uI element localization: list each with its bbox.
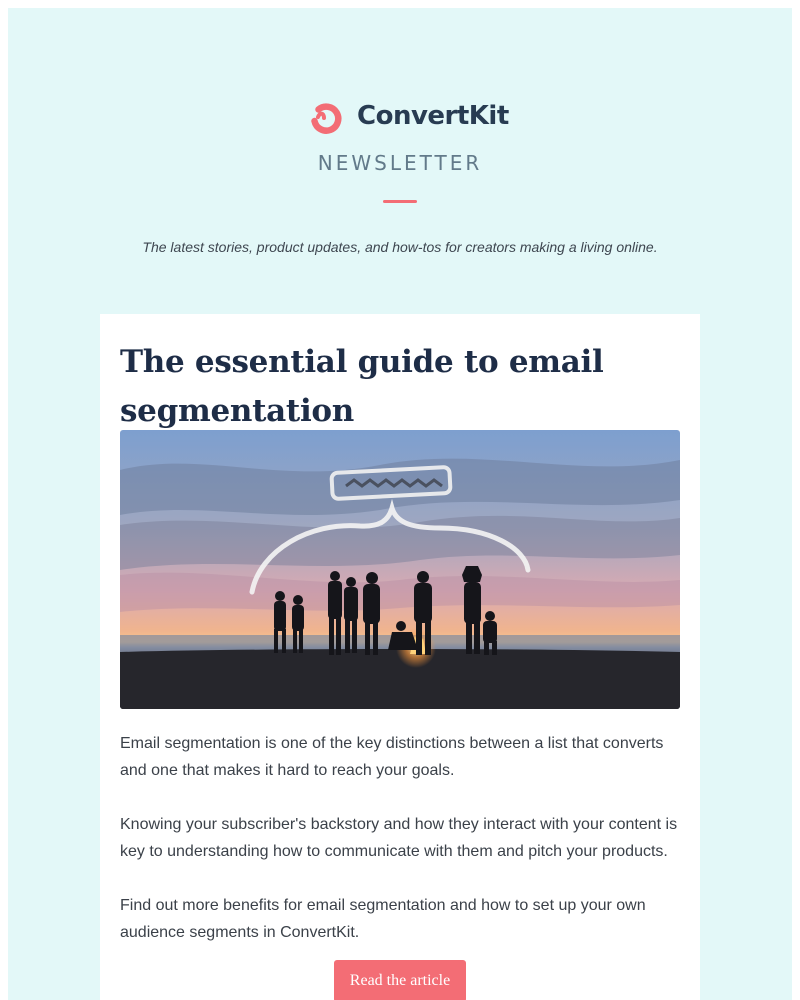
article-paragraph: Find out more benefits for email segmentation and how to set up your own audience segments in ConvertKit. — [120, 897, 646, 941]
article-paragraph: Email segmentation is one of the key distinctions between a list that converts and one that makes it hard to reach your goals. — [120, 735, 664, 779]
newsletter-tagline: The latest stories, product updates, and how-tos for creators making a living online. — [142, 239, 658, 255]
newsletter-label: NEWSLETTER — [317, 151, 483, 175]
article-hero-image[interactable] — [120, 430, 680, 709]
article-card — [100, 314, 700, 1000]
newsletter-page — [8, 8, 792, 1000]
convertkit-logo[interactable] — [308, 96, 509, 136]
article-title[interactable]: The essential guide to email segmentation — [120, 344, 604, 429]
convertkit-logo-icon — [308, 96, 348, 136]
read-article-button[interactable]: Read the article — [334, 960, 466, 1000]
article-paragraph: Knowing your subscriber's backstory and how they interact with your content is key to understanding how to communicate with them and pitch your products. — [120, 816, 678, 860]
brand-name: ConvertKit — [357, 101, 509, 131]
accent-divider — [383, 200, 417, 203]
